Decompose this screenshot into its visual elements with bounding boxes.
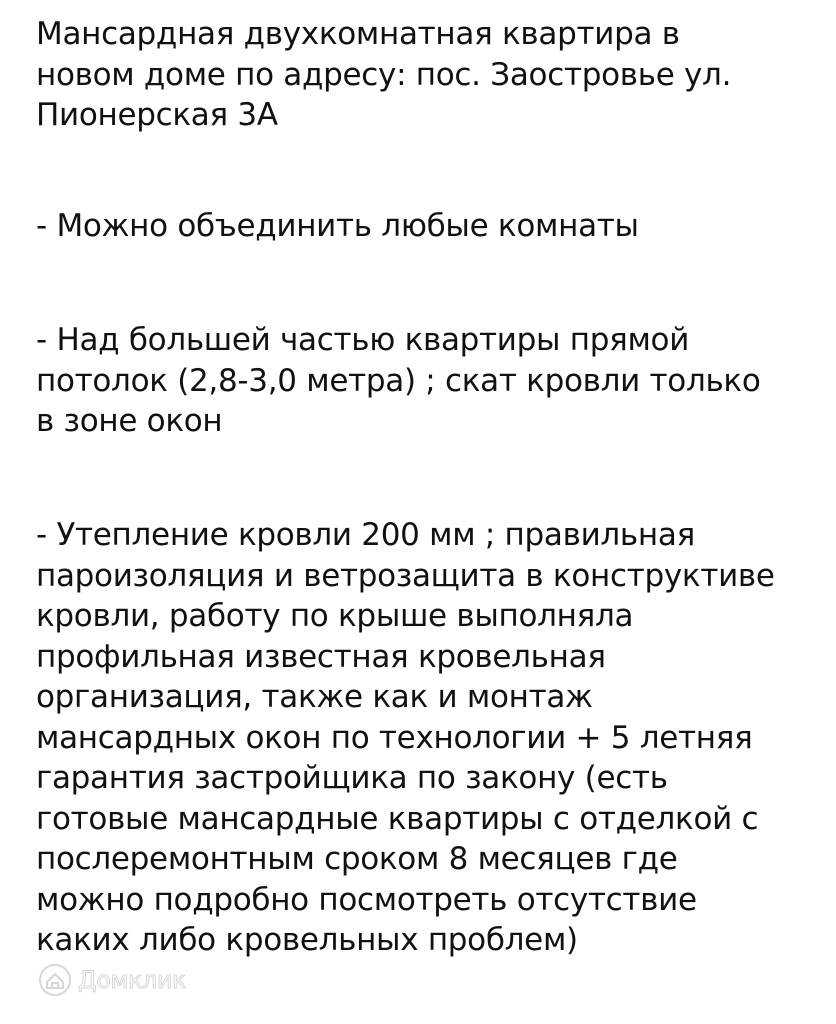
description-paragraph-ceiling [36, 320, 816, 442]
text-line: мансардных окон по технологии + 5 летняя [36, 719, 753, 756]
text-line: новом доме по адресу: пос. Заостровье ул. [36, 56, 732, 93]
text-line: профильная известная кровельная [36, 638, 606, 675]
text-line: организация, также как и монтаж [36, 679, 593, 715]
text-line: - Можно объединить любые комнаты [36, 208, 639, 244]
description-paragraph-roof-insulation [36, 515, 816, 961]
domclick-logo-icon [38, 963, 72, 997]
text-line: каких либо кровельных проблем) [36, 922, 578, 958]
text-line: послеремонтным сроком 8 месяцев где [36, 841, 678, 877]
text-line: Мансардная двухкомнатная квартира в [36, 16, 680, 52]
description-paragraph-rooms [36, 206, 816, 247]
description-paragraph-intro [36, 14, 816, 136]
text-line: - Над большей частью квартиры прямой [36, 322, 690, 358]
text-line: можно подробно посмотреть отсутствие [36, 881, 697, 918]
text-line: кровли, работу по крыше выполняла [36, 598, 634, 634]
text-line: потолок (2,8-3,0 метра) ; скат кровли только [36, 362, 761, 399]
watermark-text: Домклик [78, 966, 186, 994]
text-line: Пионерская 3А [36, 97, 278, 133]
text-line: пароизоляция и ветрозащита в конструктиве [36, 557, 775, 594]
domclick-watermark [38, 960, 186, 1000]
text-line: в зоне окон [36, 403, 223, 439]
text-line: гарантия застройщика по закону (есть [36, 760, 668, 796]
text-line: готовые мансардные квартиры с отделкой с [36, 800, 759, 837]
text-line: - Утепление кровли 200 мм ; правильная [36, 517, 695, 553]
